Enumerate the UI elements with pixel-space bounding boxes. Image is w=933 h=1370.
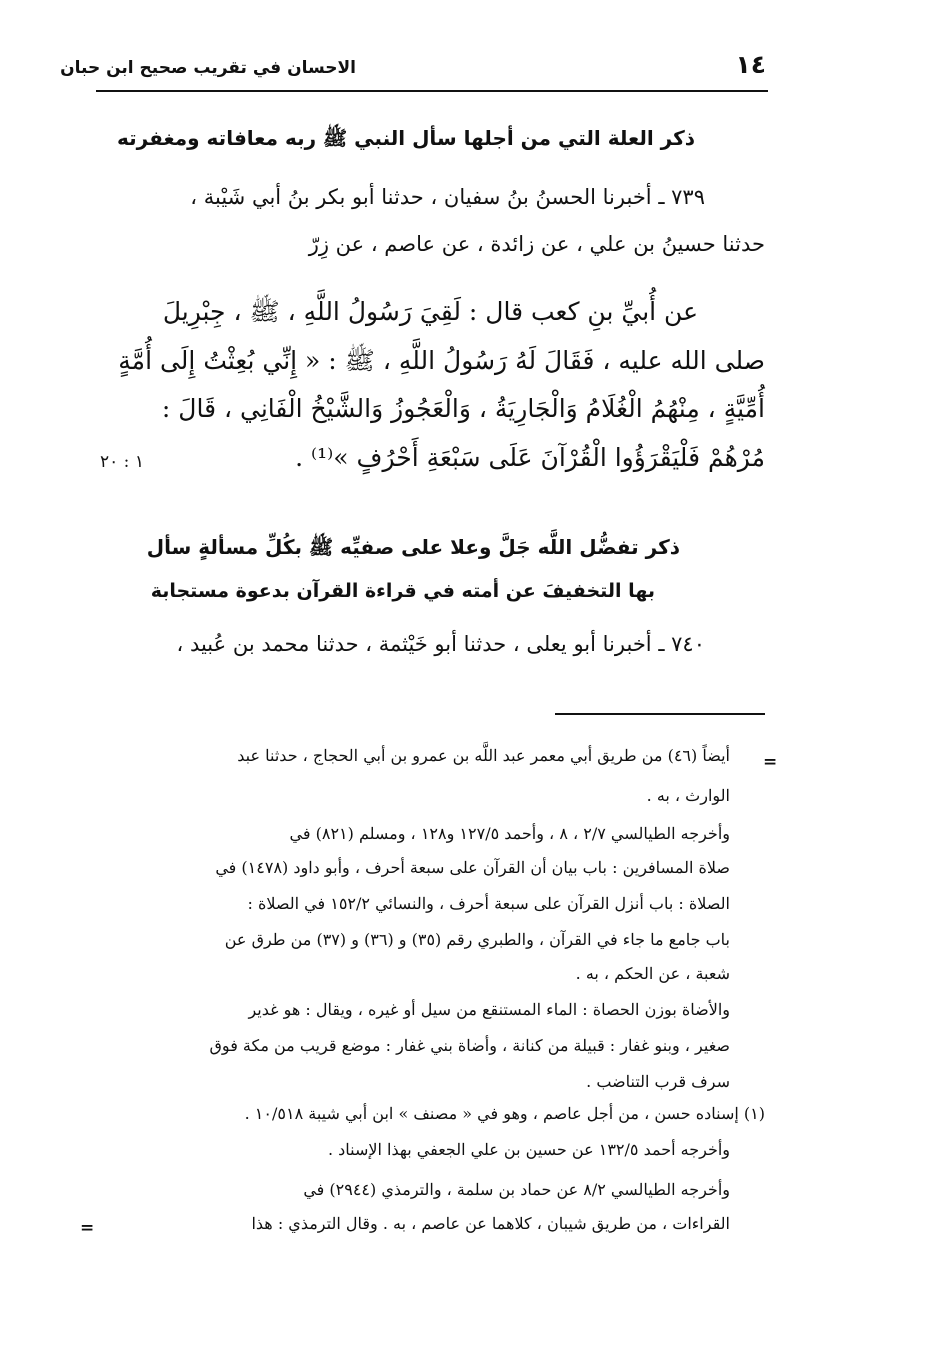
footnote-line: والأضاة بوزن الحصاة : الماء المستنقع من سيل أو غيره ، ويقال : هو غدير [248,1000,730,1019]
margin-reference: ١ : ٢٠ [100,452,144,472]
footnote-line: الوارث ، به . [646,786,730,805]
hadith-text-line-2: صلى الله عليه ، فَقَالَ لَهُ رَسُولُ اللَّهِ ، ﷺ : « إِنِّي بُعِثْتُ إِلَى أُمَّةٍ [118,346,765,375]
footnote-line: وأخرجه الطيالسي ٨/٢ عن حماد بن سلمة ، والترمذي (٢٩٤٤) في [303,1180,730,1199]
footnote-continuation-mark-bottom: = [80,1218,95,1238]
chapter-heading-2-line-2: بها التخفيفَ عن أمته في قراءة القرآن بدعوة مستجابة [150,580,655,602]
footnote-line: شعبة ، عن الحكم ، به . [575,964,730,983]
footnote-1: (١) إسناده حسن ، من أجل عاصم ، وهو في « مصنف » ابن أبي شيبة ١٠/٥١٨ . [244,1104,765,1123]
footnote-line: الصلاة : باب أنزل القرآن على سبعة أحرف ، والنسائي ١٥٢/٢ في الصلاة : [247,894,730,913]
hadith-text-line-4: مُرْهُمْ فَلْيَقْرَؤُوا الْقُرْآنَ عَلَى سَبْعَةِ أَحْرُفٍ »⁽¹⁾ . [295,443,765,472]
footnote-separator [555,713,765,715]
footnote-line: وأخرجه الطيالسي ٢/٧ ، ٨ ، وأحمد ١٢٧/٥ و١٢٨ ، ومسلم (٨٢١) في [289,824,730,843]
isnad-line-2: حدثنا حسينُ بن علي ، عن زائدة ، عن عاصم ، عن زِرّ [308,232,765,256]
footnote-line: وأخرجه أحمد ١٣٢/٥ عن حسين بن علي الجعفي بهذا الإسناد . [327,1140,730,1159]
hadith-text-line-3: أُمِّيَّةٍ ، مِنْهُمُ الْغُلَامُ وَالْجَارِيَةُ ، وَالْعَجُوزُ وَالشَّيْخُ الْفَانِي ، قَالَ : [161,394,765,423]
chapter-heading-2-line-1: ذكر تفضُّل اللَّه جَلَّ وعلا على صفيِّه ﷺ بكُلِّ مسألةٍ سأل [146,535,680,559]
chapter-heading-1: ذكر العلة التي من أجلها سأل النبي ﷺ ربه معافاته ومغفرته [117,126,695,150]
footnote-line: أيضاً (٤٦) من طريق أبي معمر عبد اللَّه بن عمرو بن أبي الحجاج ، حدثنا عبد [237,746,730,765]
footnote-line: باب جامع ما جاء في القرآن ، والطبري رقم (٣٥) و (٣٦) و (٣٧) من طرق عن [224,930,730,949]
page-number: ١٤ [735,50,766,79]
isnad-line-1: ٧٣٩ ـ أخبرنا الحسنُ بنُ سفيان ، حدثنا أبو بكر بنُ أبي شَيْبة ، [190,185,705,209]
footnote-line: القراءات ، من طريق شيبان ، كلاهما عن عاصم ، به . وقال الترمذي : هذا [251,1214,730,1233]
hadith-text-line-1: عن أُبيِّ بنِ كعب قال : لَقِيَ رَسُولُ اللَّهِ ، ﷺ ، جِبْرِيلَ [162,297,698,326]
footnote-line: سرف قرب التناضب . [586,1072,730,1091]
isnad-line-740: ٧٤٠ ـ أخبرنا أبو يعلى ، حدثنا أبو خَيْثمة ، حدثنا محمد بن عُبيد ، [176,632,705,656]
footnote-continuation-mark-top: = [763,752,778,772]
footnote-line: صغير ، وبنو غفار : قبيلة من كنانة ، وأضاة بني غفار : موضع قريب من مكة فوق [209,1036,730,1055]
footnote-line: صلاة المسافرين : باب بيان أن القرآن على سبعة أحرف ، وأبو داود (١٤٧٨) في [215,858,730,877]
header-rule [96,90,768,92]
running-header-title: الاحسان في تقريب صحيح ابن حبان [60,58,356,78]
